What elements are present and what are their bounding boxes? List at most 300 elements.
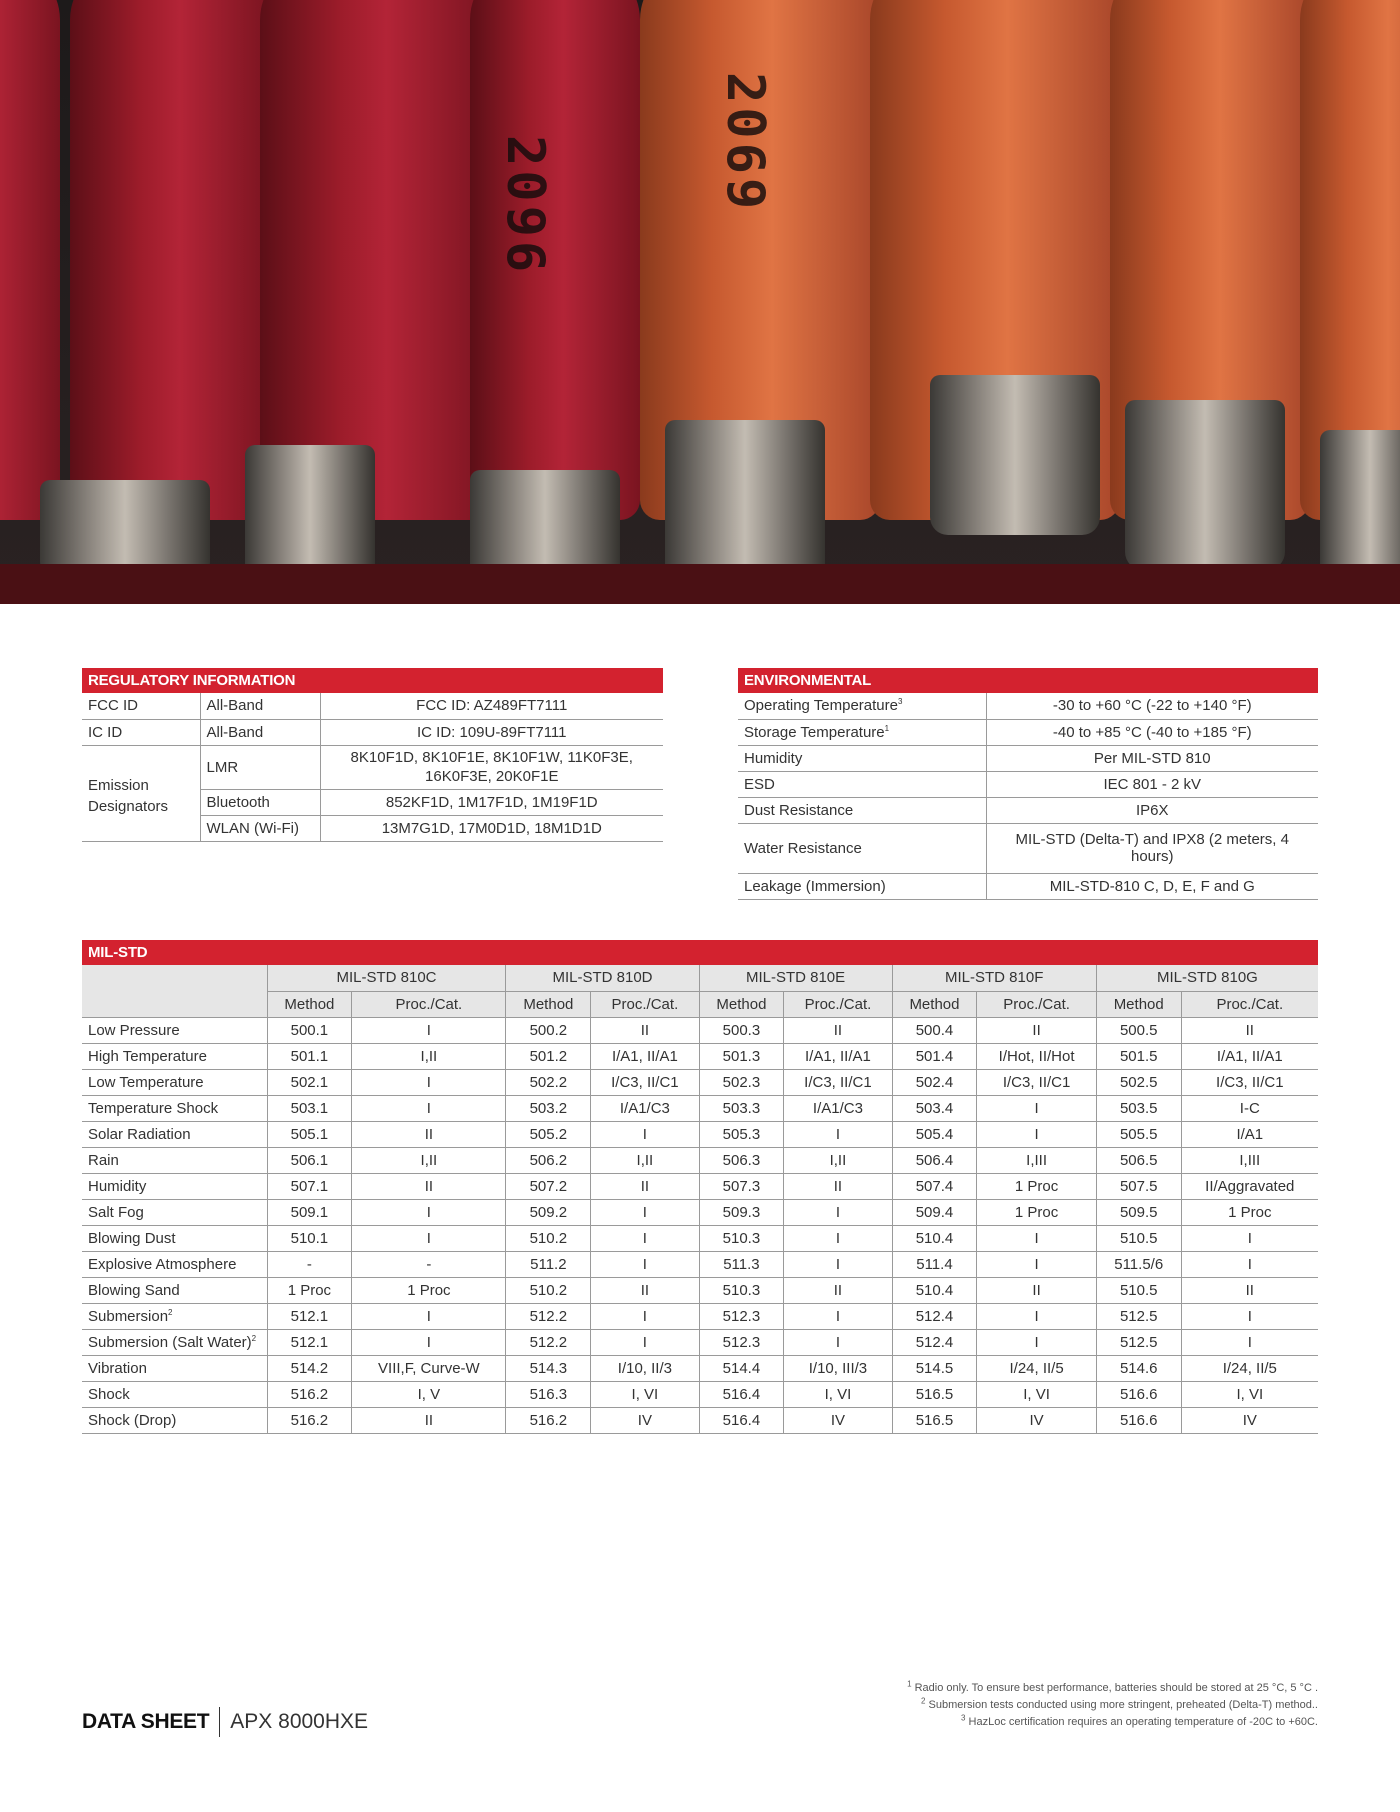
method-cell: 516.5: [892, 1381, 977, 1407]
method-cell: 514.5: [892, 1355, 977, 1381]
test-label: [82, 1355, 267, 1381]
method-cell: 503.3: [699, 1095, 784, 1121]
proc-cell: I/C3, II/C1: [977, 1069, 1096, 1095]
env-label: [738, 873, 986, 899]
proc-cell: I: [1181, 1303, 1318, 1329]
wlan-value: 13M7G1D, 17M0D1D, 18M1D1D: [320, 815, 663, 841]
regulatory-table: [82, 693, 663, 842]
coupling-5: [930, 375, 1100, 535]
proc-cell: I/24, II/5: [1181, 1355, 1318, 1381]
footnote-1-marker: 1: [907, 1679, 912, 1689]
test-label: [82, 1121, 267, 1147]
method-cell: 500.1: [267, 1017, 352, 1043]
proc-cell: I: [352, 1199, 506, 1225]
test-label-text: Explosive Atmosphere: [88, 1255, 237, 1273]
method-cell: 506.4: [892, 1147, 977, 1173]
env-label-text: Humidity: [744, 749, 803, 767]
test-label-text: Shock (Drop): [88, 1411, 177, 1429]
regulatory-section: [82, 668, 663, 842]
milstd-group-header: MIL-STD 810F: [892, 965, 1096, 991]
proc-cell: I/C3, II/C1: [1181, 1069, 1318, 1095]
table-row: [82, 745, 663, 789]
method-cell: 500.2: [506, 1017, 591, 1043]
proc-cell: I, VI: [977, 1381, 1096, 1407]
proc-column-header: Proc./Cat.: [591, 991, 699, 1017]
table-row: [738, 823, 1318, 873]
footnote-2-marker: 2: [921, 1696, 926, 1706]
proc-cell: II/Aggravated: [1181, 1173, 1318, 1199]
method-cell: 500.3: [699, 1017, 784, 1043]
proc-cell: I,II: [784, 1147, 892, 1173]
shelf: [0, 564, 1400, 604]
proc-cell: I: [784, 1329, 892, 1355]
proc-cell: I: [784, 1303, 892, 1329]
proc-cell: I: [784, 1199, 892, 1225]
environmental-table: [738, 693, 1318, 900]
proc-cell: I: [784, 1251, 892, 1277]
test-label-text: Rain: [88, 1151, 119, 1169]
proc-cell: I/A1/C3: [591, 1095, 699, 1121]
footnote-3-marker: 3: [961, 1713, 966, 1723]
env-label: [738, 797, 986, 823]
footnote-2-text: Submersion tests conducted using more stringent, preheated (Delta-T) method..: [928, 1699, 1318, 1711]
env-value: -40 to +85 °C (-40 to +185 °F): [986, 719, 1318, 745]
env-value: IP6X: [986, 797, 1318, 823]
lmr-label: LMR: [200, 745, 320, 789]
table-row: [82, 1303, 1318, 1329]
test-label: [82, 1381, 267, 1407]
table-row: [738, 719, 1318, 745]
test-label: [82, 1277, 267, 1303]
proc-cell: 1 Proc: [977, 1173, 1096, 1199]
proc-cell: I: [784, 1225, 892, 1251]
env-label-text: Water Resistance: [744, 839, 862, 857]
test-label: [82, 1173, 267, 1199]
footnote-2: [818, 1697, 1318, 1714]
method-cell: 510.2: [506, 1225, 591, 1251]
method-cell: 503.4: [892, 1095, 977, 1121]
method-cell: 506.3: [699, 1147, 784, 1173]
proc-cell: II: [352, 1407, 506, 1433]
method-cell: 506.1: [267, 1147, 352, 1173]
proc-cell: I, VI: [784, 1381, 892, 1407]
method-cell: 516.5: [892, 1407, 977, 1433]
footnotes: [818, 1680, 1318, 1731]
proc-cell: I: [591, 1251, 699, 1277]
method-cell: 516.6: [1096, 1407, 1181, 1433]
test-label-text: Shock: [88, 1385, 130, 1403]
test-label: [82, 1225, 267, 1251]
method-cell: 509.4: [892, 1199, 977, 1225]
method-cell: 514.6: [1096, 1355, 1181, 1381]
footer-divider: [219, 1707, 220, 1737]
method-cell: 512.2: [506, 1303, 591, 1329]
method-cell: 501.5: [1096, 1043, 1181, 1069]
proc-cell: I/C3, II/C1: [591, 1069, 699, 1095]
proc-cell: I: [352, 1303, 506, 1329]
table-row: [82, 1017, 1318, 1043]
method-cell: 512.1: [267, 1303, 352, 1329]
test-label: [82, 1329, 267, 1355]
test-label-text: Low Pressure: [88, 1021, 180, 1039]
method-cell: 509.2: [506, 1199, 591, 1225]
proc-cell: I: [352, 1017, 506, 1043]
test-label: [82, 1303, 267, 1329]
proc-column-header: Proc./Cat.: [784, 991, 892, 1017]
proc-cell: II: [591, 1173, 699, 1199]
test-label: [82, 1251, 267, 1277]
proc-cell: I: [352, 1225, 506, 1251]
method-cell: 507.3: [699, 1173, 784, 1199]
proc-cell: I: [977, 1329, 1096, 1355]
proc-cell: I/A1, II/A1: [591, 1043, 699, 1069]
table-row: [738, 745, 1318, 771]
method-cell: 502.2: [506, 1069, 591, 1095]
test-label-text: Salt Fog: [88, 1203, 144, 1221]
env-label-text: Dust Resistance: [744, 801, 854, 819]
method-column-header: Method: [1096, 991, 1181, 1017]
proc-column-header: Proc./Cat.: [1181, 991, 1318, 1017]
footnote-marker: 2: [251, 1333, 257, 1343]
method-cell: 511.2: [506, 1251, 591, 1277]
proc-cell: I,III: [1181, 1147, 1318, 1173]
method-cell: 514.2: [267, 1355, 352, 1381]
test-label-text: Submersion: [88, 1307, 169, 1325]
test-label: [82, 1147, 267, 1173]
emission-label-line-2: Designators: [88, 798, 169, 815]
proc-cell: II: [591, 1017, 699, 1043]
proc-cell: I: [784, 1121, 892, 1147]
method-cell: 510.5: [1096, 1277, 1181, 1303]
method-column-header: Method: [892, 991, 977, 1017]
proc-cell: II: [784, 1277, 892, 1303]
milstd-corner-cell: [82, 965, 267, 1017]
bluetooth-value: 852KF1D, 1M17F1D, 1M19F1D: [320, 789, 663, 815]
method-cell: 505.3: [699, 1121, 784, 1147]
proc-cell: IV: [591, 1407, 699, 1433]
test-label-text: Low Temperature: [88, 1073, 204, 1091]
table-row: [738, 873, 1318, 899]
test-label: [82, 1017, 267, 1043]
env-label: [738, 745, 986, 771]
proc-cell: VIII,F, Curve-W: [352, 1355, 506, 1381]
proc-cell: I: [352, 1069, 506, 1095]
method-cell: 507.4: [892, 1173, 977, 1199]
method-cell: 510.3: [699, 1225, 784, 1251]
env-value: Per MIL-STD 810: [986, 745, 1318, 771]
method-cell: 516.3: [506, 1381, 591, 1407]
env-label: [738, 719, 986, 745]
ic-id-value: IC ID: 109U-89FT7111: [320, 719, 663, 745]
method-cell: 503.5: [1096, 1095, 1181, 1121]
env-label: [738, 693, 986, 719]
hose-number-left: 2096: [495, 135, 555, 277]
proc-cell: I: [977, 1225, 1096, 1251]
emission-designators-label: [82, 745, 200, 841]
method-cell: 514.4: [699, 1355, 784, 1381]
test-label-text: Blowing Sand: [88, 1281, 180, 1299]
env-label-text: Leakage (Immersion): [744, 877, 886, 895]
proc-cell: I,II: [591, 1147, 699, 1173]
method-cell: 516.4: [699, 1407, 784, 1433]
fcc-id-label: FCC ID: [82, 693, 200, 719]
method-cell: 505.4: [892, 1121, 977, 1147]
test-label-text: High Temperature: [88, 1047, 207, 1065]
method-cell: 502.3: [699, 1069, 784, 1095]
method-cell: 516.2: [506, 1407, 591, 1433]
proc-cell: I/C3, II/C1: [784, 1069, 892, 1095]
method-cell: 501.4: [892, 1043, 977, 1069]
proc-cell: 1 Proc: [977, 1199, 1096, 1225]
proc-cell: I: [591, 1225, 699, 1251]
method-cell: 505.5: [1096, 1121, 1181, 1147]
test-label-text: Solar Radiation: [88, 1125, 191, 1143]
proc-cell: I: [591, 1121, 699, 1147]
method-cell: 511.3: [699, 1251, 784, 1277]
method-cell: 512.4: [892, 1303, 977, 1329]
proc-cell: I: [352, 1329, 506, 1355]
proc-cell: I/A1, II/A1: [784, 1043, 892, 1069]
milstd-sub-header-row: [82, 991, 1318, 1017]
method-cell: 512.2: [506, 1329, 591, 1355]
method-column-header: Method: [506, 991, 591, 1017]
table-row: [738, 771, 1318, 797]
milstd-group-header: MIL-STD 810E: [699, 965, 892, 991]
bluetooth-label: Bluetooth: [200, 789, 320, 815]
proc-cell: I,III: [977, 1147, 1096, 1173]
env-value: MIL-STD-810 C, D, E, F and G: [986, 873, 1318, 899]
method-cell: 516.2: [267, 1407, 352, 1433]
method-cell: 510.3: [699, 1277, 784, 1303]
table-row: [82, 1329, 1318, 1355]
proc-cell: I: [977, 1095, 1096, 1121]
method-cell: 516.2: [267, 1381, 352, 1407]
test-label-text: Vibration: [88, 1359, 147, 1377]
hose-red-3: [260, 0, 490, 520]
milstd-group-header: MIL-STD 810G: [1096, 965, 1318, 991]
test-label-text: Temperature Shock: [88, 1099, 219, 1117]
footnote-marker: 3: [897, 697, 903, 707]
proc-cell: IV: [977, 1407, 1096, 1433]
method-cell: 512.3: [699, 1329, 784, 1355]
hose-red-2: [70, 0, 270, 520]
table-row: [82, 1069, 1318, 1095]
env-label-text: ESD: [744, 775, 775, 793]
env-value: -30 to +60 °C (-22 to +140 °F): [986, 693, 1318, 719]
lmr-value-line-2: 16K0F3E, 20K0F1E: [425, 768, 559, 785]
proc-cell: II: [784, 1173, 892, 1199]
proc-cell: I: [977, 1251, 1096, 1277]
table-row: [82, 1407, 1318, 1433]
proc-cell: I/A1: [1181, 1121, 1318, 1147]
footnote-marker: 2: [168, 1307, 173, 1317]
footnote-marker: 1: [884, 723, 890, 733]
table-row: [82, 1199, 1318, 1225]
method-cell: 516.6: [1096, 1381, 1181, 1407]
method-cell: 514.3: [506, 1355, 591, 1381]
proc-column-header: Proc./Cat.: [977, 991, 1096, 1017]
milstd-group-header-row: [82, 965, 1318, 991]
test-label: [82, 1407, 267, 1433]
test-label: [82, 1199, 267, 1225]
proc-cell: 1 Proc: [352, 1277, 506, 1303]
proc-cell: I: [591, 1199, 699, 1225]
proc-cell: I/10, II/3: [591, 1355, 699, 1381]
fcc-id-band: All-Band: [200, 693, 320, 719]
doc-type: DATA SHEET: [82, 1710, 210, 1733]
table-row: [82, 1225, 1318, 1251]
env-value: IEC 801 - 2 kV: [986, 771, 1318, 797]
proc-cell: II: [591, 1277, 699, 1303]
method-cell: 505.2: [506, 1121, 591, 1147]
milstd-group-header: MIL-STD 810C: [267, 965, 506, 991]
table-row: [738, 693, 1318, 719]
method-cell: 505.1: [267, 1121, 352, 1147]
environmental-section: [738, 668, 1318, 900]
proc-cell: II: [1181, 1277, 1318, 1303]
method-cell: 510.2: [506, 1277, 591, 1303]
method-cell: 511.4: [892, 1251, 977, 1277]
proc-cell: I, VI: [1181, 1381, 1318, 1407]
hose-red-1: [0, 0, 60, 520]
method-cell: 506.5: [1096, 1147, 1181, 1173]
method-column-header: Method: [699, 991, 784, 1017]
emission-label-line-1: Emission: [88, 777, 149, 794]
proc-cell: -: [352, 1251, 506, 1277]
env-label-text: Storage Temperature: [744, 723, 885, 741]
proc-cell: I-C: [1181, 1095, 1318, 1121]
proc-cell: II: [784, 1017, 892, 1043]
table-row: [82, 1043, 1318, 1069]
method-cell: 510.5: [1096, 1225, 1181, 1251]
method-cell: 512.1: [267, 1329, 352, 1355]
footnote-1-text: Radio only. To ensure best performance, batteries should be stored at 25 °C, 5 °C .: [914, 1682, 1318, 1694]
method-cell: 512.4: [892, 1329, 977, 1355]
method-cell: 511.5/6: [1096, 1251, 1181, 1277]
method-cell: 507.1: [267, 1173, 352, 1199]
proc-column-header: Proc./Cat.: [352, 991, 506, 1017]
proc-cell: IV: [784, 1407, 892, 1433]
method-cell: 501.2: [506, 1043, 591, 1069]
footer-brand: [82, 1707, 368, 1737]
proc-cell: I,II: [352, 1043, 506, 1069]
proc-cell: I/Hot, II/Hot: [977, 1043, 1096, 1069]
proc-cell: I, V: [352, 1381, 506, 1407]
test-label-text: Submersion (Salt Water): [88, 1333, 252, 1351]
ic-id-band: All-Band: [200, 719, 320, 745]
proc-cell: I: [1181, 1251, 1318, 1277]
table-row: [738, 797, 1318, 823]
method-cell: 510.4: [892, 1277, 977, 1303]
method-cell: 503.2: [506, 1095, 591, 1121]
method-cell: -: [267, 1251, 352, 1277]
proc-cell: I: [591, 1329, 699, 1355]
proc-cell: II: [352, 1121, 506, 1147]
table-row: [82, 1355, 1318, 1381]
hero-photo: [0, 0, 1400, 604]
table-row: [82, 1251, 1318, 1277]
table-row: [82, 1121, 1318, 1147]
table-row: [82, 1173, 1318, 1199]
test-label: [82, 1095, 267, 1121]
footnote-3: [818, 1714, 1318, 1731]
proc-cell: II: [1181, 1017, 1318, 1043]
proc-cell: I, VI: [591, 1381, 699, 1407]
proc-cell: 1 Proc: [1181, 1199, 1318, 1225]
method-cell: 509.5: [1096, 1199, 1181, 1225]
lmr-value-line-1: 8K10F1D, 8K10F1E, 8K10F1W, 11K0F3E,: [350, 749, 633, 766]
table-row: [82, 1095, 1318, 1121]
method-cell: 502.4: [892, 1069, 977, 1095]
proc-cell: IV: [1181, 1407, 1318, 1433]
fcc-id-value: FCC ID: AZ489FT7111: [320, 693, 663, 719]
method-cell: 510.1: [267, 1225, 352, 1251]
milstd-table: [82, 965, 1318, 1434]
coupling-6: [1125, 400, 1285, 570]
proc-cell: I: [1181, 1225, 1318, 1251]
table-row: [82, 1147, 1318, 1173]
method-cell: 507.2: [506, 1173, 591, 1199]
method-cell: 512.5: [1096, 1303, 1181, 1329]
milstd-section: [82, 940, 1318, 1434]
method-cell: 516.4: [699, 1381, 784, 1407]
hose-number-right: 2069: [715, 72, 775, 214]
method-cell: 509.1: [267, 1199, 352, 1225]
wlan-label: WLAN (Wi-Fi): [200, 815, 320, 841]
method-cell: 502.5: [1096, 1069, 1181, 1095]
footnote-1: [818, 1680, 1318, 1697]
milstd-group-header: MIL-STD 810D: [506, 965, 699, 991]
method-cell: 1 Proc: [267, 1277, 352, 1303]
method-cell: 510.4: [892, 1225, 977, 1251]
env-label-text: Operating Temperature: [744, 697, 898, 715]
test-label: [82, 1043, 267, 1069]
proc-cell: I/24, II/5: [977, 1355, 1096, 1381]
method-cell: 500.5: [1096, 1017, 1181, 1043]
method-cell: 509.3: [699, 1199, 784, 1225]
proc-cell: I/10, III/3: [784, 1355, 892, 1381]
method-cell: 503.1: [267, 1095, 352, 1121]
proc-cell: I/A1, II/A1: [1181, 1043, 1318, 1069]
table-row: [82, 1277, 1318, 1303]
env-label: [738, 771, 986, 797]
ic-id-label: IC ID: [82, 719, 200, 745]
proc-cell: I: [977, 1303, 1096, 1329]
method-cell: 501.1: [267, 1043, 352, 1069]
model-name: APX 8000HXE: [230, 1710, 369, 1733]
env-label: [738, 823, 986, 873]
proc-cell: I: [1181, 1329, 1318, 1355]
regulatory-title: REGULATORY INFORMATION: [82, 668, 663, 693]
method-cell: 506.2: [506, 1147, 591, 1173]
proc-cell: I/A1/C3: [784, 1095, 892, 1121]
proc-cell: I: [352, 1095, 506, 1121]
footnote-3-text: HazLoc certification requires an operating temperature of -20C to +60C.: [968, 1716, 1318, 1728]
milstd-title: MIL-STD: [82, 940, 1318, 965]
method-cell: 500.4: [892, 1017, 977, 1043]
test-label-text: Blowing Dust: [88, 1229, 176, 1247]
test-label-text: Humidity: [88, 1177, 147, 1195]
proc-cell: II: [977, 1017, 1096, 1043]
env-value: MIL-STD (Delta-T) and IPX8 (2 meters, 4 hours): [986, 823, 1318, 873]
method-cell: 502.1: [267, 1069, 352, 1095]
table-row: [82, 719, 663, 745]
proc-cell: I: [591, 1303, 699, 1329]
proc-cell: II: [352, 1173, 506, 1199]
method-column-header: Method: [267, 991, 352, 1017]
table-row: [82, 1381, 1318, 1407]
table-row: [82, 693, 663, 719]
